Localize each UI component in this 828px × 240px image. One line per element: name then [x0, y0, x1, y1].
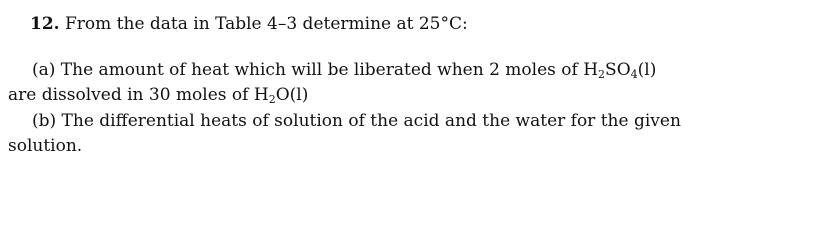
- part-a-text: (a) The amount of heat which will be liberated when 2 moles of H: [32, 60, 599, 80]
- subscript: 2: [268, 93, 276, 106]
- part-b-line-2: solution.: [8, 136, 83, 156]
- problem-intro: From the data in Table 4–3 determine at 25°C:: [64, 14, 468, 34]
- problem-header: [30, 14, 468, 34]
- subscript: 4: [630, 68, 638, 81]
- state-label: (l): [637, 60, 657, 80]
- problem-number: 12.: [30, 14, 60, 34]
- formula-part: O(l): [275, 85, 309, 105]
- part-a-line-1: [32, 60, 656, 80]
- subscript: 2: [598, 68, 606, 81]
- part-a-line-2: [8, 85, 308, 105]
- part-b-line-1: (b) The differential heats of solution of the acid and the water for the given: [32, 111, 681, 131]
- formula-part: SO: [605, 60, 631, 80]
- part-a-text-2: are dissolved in 30 moles of H: [8, 85, 269, 105]
